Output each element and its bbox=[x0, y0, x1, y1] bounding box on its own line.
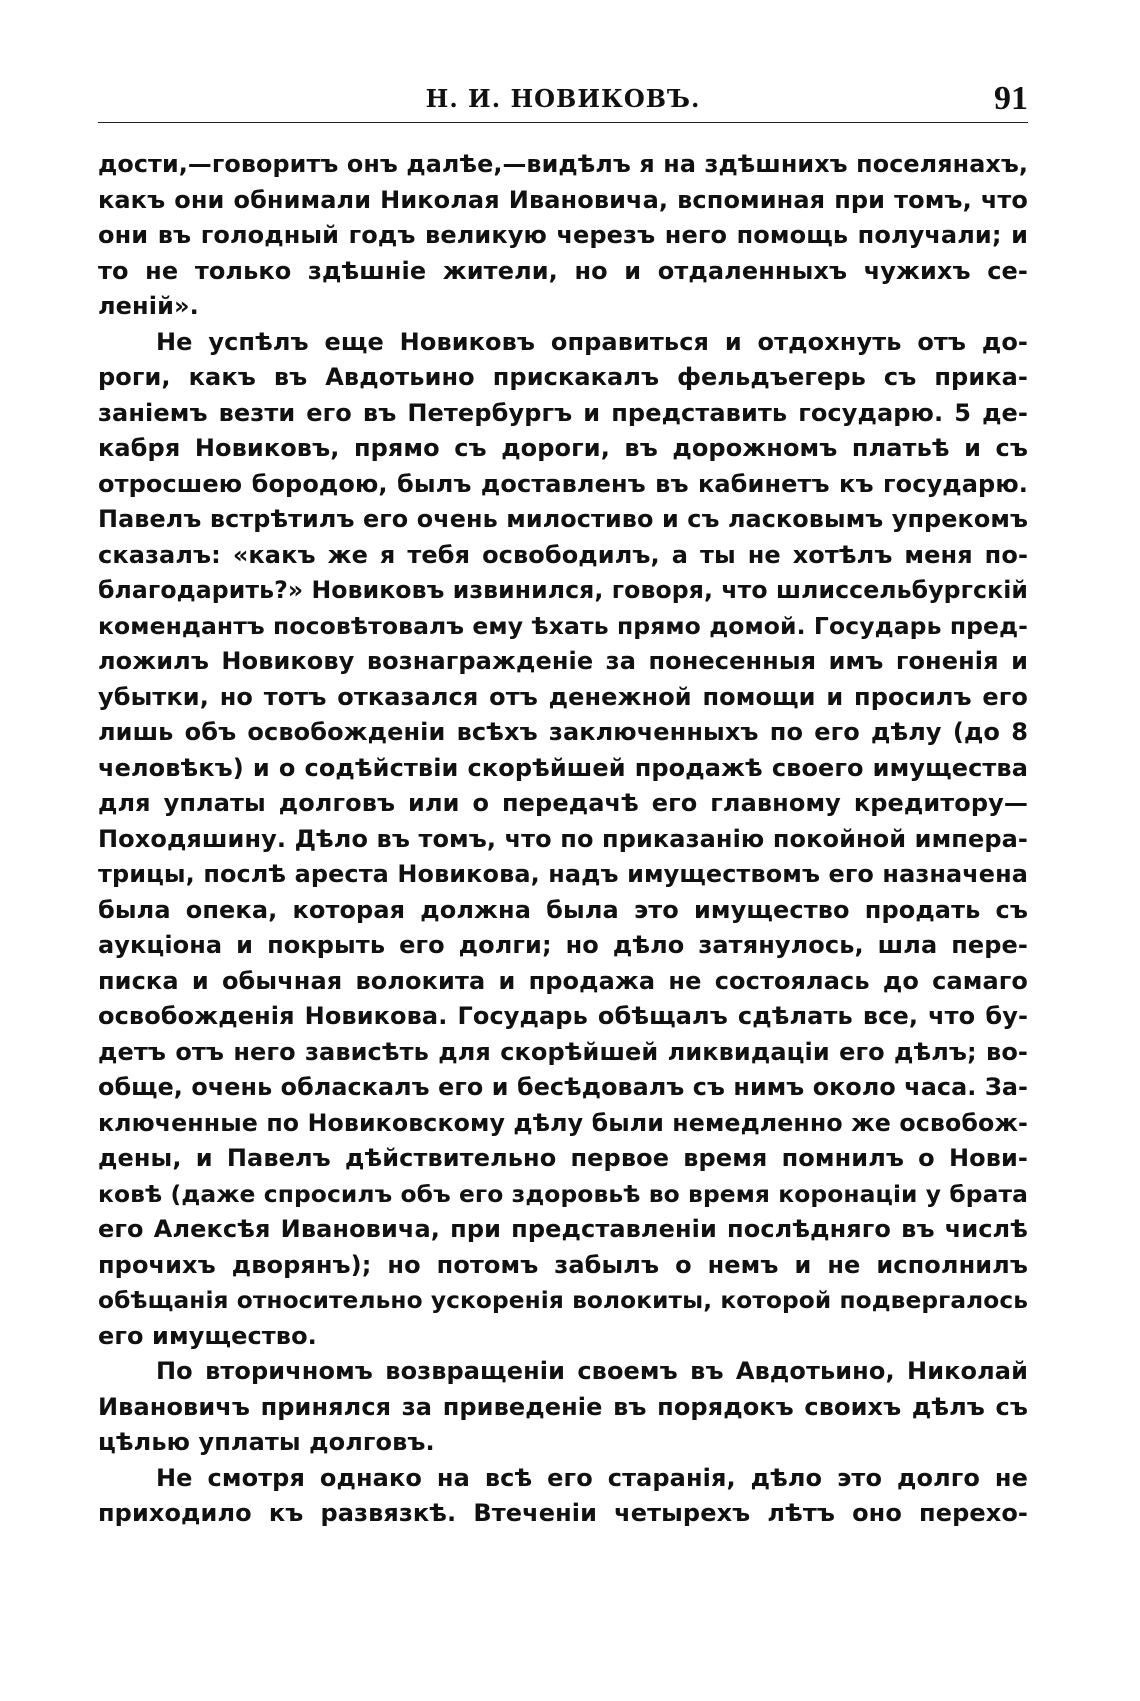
text-line: ключенные по Новиковскому дѣлу были немедленно же освобож- bbox=[98, 1108, 1028, 1137]
text-line: какъ они обнимали Николая Ивановича, вспоминая при томъ, что bbox=[98, 185, 1028, 214]
text-line: была опека, которая должна была это имущество продать съ bbox=[98, 895, 1028, 924]
paragraph-start-line: По вторичномъ возвращеніи своемъ въ Авдотьино, Николай bbox=[156, 1357, 1028, 1385]
text-line: обще, очень обласкалъ его и бесѣдовалъ съ нимъ около часа. За- bbox=[98, 1073, 1028, 1101]
text-line: цѣлью уплаты долговъ. bbox=[98, 1428, 435, 1456]
running-title: Н. И. НОВИКОВЪ. bbox=[425, 84, 701, 113]
text-line: лишь объ освобожденіи всѣхъ заключенныхъ по его дѣлу (до 8 bbox=[98, 718, 1028, 746]
text-line: они въ голодный годъ великую черезъ него помощь получали; и bbox=[98, 221, 1028, 249]
text-line: приходило къ развязкѣ. Втеченіи четырехъ лѣтъ оно перехо- bbox=[98, 1499, 1028, 1527]
text-line: Павелъ встрѣтилъ его очень милостиво и съ ласковымъ упрекомъ bbox=[98, 505, 1028, 533]
text-line: дены, и Павелъ дѣйствительно первое время помнилъ о Нови- bbox=[98, 1144, 1028, 1172]
text-line: для уплаты долговъ или о передачѣ его главному кредитору— bbox=[98, 789, 1028, 817]
text-line: аукціона и покрыть его долги; но дѣло затянулось, шла пере- bbox=[98, 931, 1028, 959]
text-line: благодарить?» Новиковъ извинился, говоря, что шлиссельбургскій bbox=[98, 576, 1028, 604]
text-line: прочихъ дворянъ); но потомъ забылъ о немъ и не исполнилъ bbox=[98, 1250, 1028, 1279]
header-rule bbox=[98, 122, 1028, 123]
text-line: леній». bbox=[98, 292, 199, 320]
text-line: Походяшину. Дѣло въ томъ, что по приказанію покойной импера- bbox=[98, 824, 1028, 853]
running-head bbox=[98, 80, 1028, 120]
text-line: комендантъ посовѣтовалъ ему ѣхать прямо домой. Государь пред- bbox=[98, 611, 1028, 640]
page-number: 91 bbox=[994, 80, 1028, 117]
text-line: его Алексѣя Ивановича, при представленіи послѣдняго въ числѣ bbox=[98, 1215, 1028, 1243]
text-line: освобожденія Новикова. Государь обѣщалъ сдѣлать все, что бу- bbox=[98, 1002, 1028, 1030]
text-line: роги, какъ въ Авдотьино прискакалъ фельдъегерь съ прика- bbox=[98, 363, 1028, 391]
paragraph-start-line: Не смотря однако на всѣ его старанія, дѣло это долго не bbox=[156, 1463, 1028, 1492]
text-line: ложилъ Новикову вознагражденіе за понесенныя имъ гоненія и bbox=[98, 647, 1028, 675]
text-line: детъ отъ него зависѣть для скорѣйшей ликвидаціи его дѣлъ; во- bbox=[98, 1037, 1028, 1066]
body-text bbox=[98, 147, 1028, 1532]
text-line: дости,—говоритъ онъ далѣе,—видѣлъ я на здѣшнихъ поселянахъ, bbox=[98, 150, 1028, 178]
paragraph-start-line: Не успѣлъ еще Новиковъ оправиться и отдохнуть отъ до- bbox=[156, 327, 1028, 356]
text-line: ковѣ (даже спросилъ объ его здоровьѣ во время коронаціи у брата bbox=[98, 1179, 1028, 1208]
text-line: трицы, послѣ ареста Новикова, надъ имуществомъ его назначена bbox=[98, 860, 1028, 888]
text-line: то не только здѣшніе жители, но и отдаленныхъ чужихъ се- bbox=[98, 256, 1028, 285]
text-line: обѣщанія относительно ускоренія волокиты, которой подвергалось bbox=[98, 1287, 1028, 1314]
text-line: его имущество. bbox=[98, 1321, 317, 1350]
text-line: отросшею бородою, былъ доставленъ въ кабинетъ къ государю. bbox=[98, 469, 1028, 498]
text-line: убытки, но тотъ отказался отъ денежной помощи и просилъ его bbox=[98, 682, 1028, 711]
text-line: кабря Новиковъ, прямо съ дороги, въ дорожномъ платьѣ и съ bbox=[98, 434, 1028, 462]
text-line: заніемъ везти его въ Петербургъ и представить государю. 5 де- bbox=[98, 398, 1028, 427]
text-line: писка и обычная волокита и продажа не состоялась до самаго bbox=[98, 966, 1028, 995]
text-line: сказалъ: «какъ же я тебя освободилъ, а ты не хотѣлъ меня по- bbox=[98, 540, 1028, 569]
text-line: человѣкъ) и о содѣйствіи скорѣйшей продажѣ своего имущества bbox=[98, 753, 1028, 782]
text-line: Ивановичъ принялся за приведеніе въ порядокъ своихъ дѣлъ съ bbox=[98, 1392, 1028, 1421]
